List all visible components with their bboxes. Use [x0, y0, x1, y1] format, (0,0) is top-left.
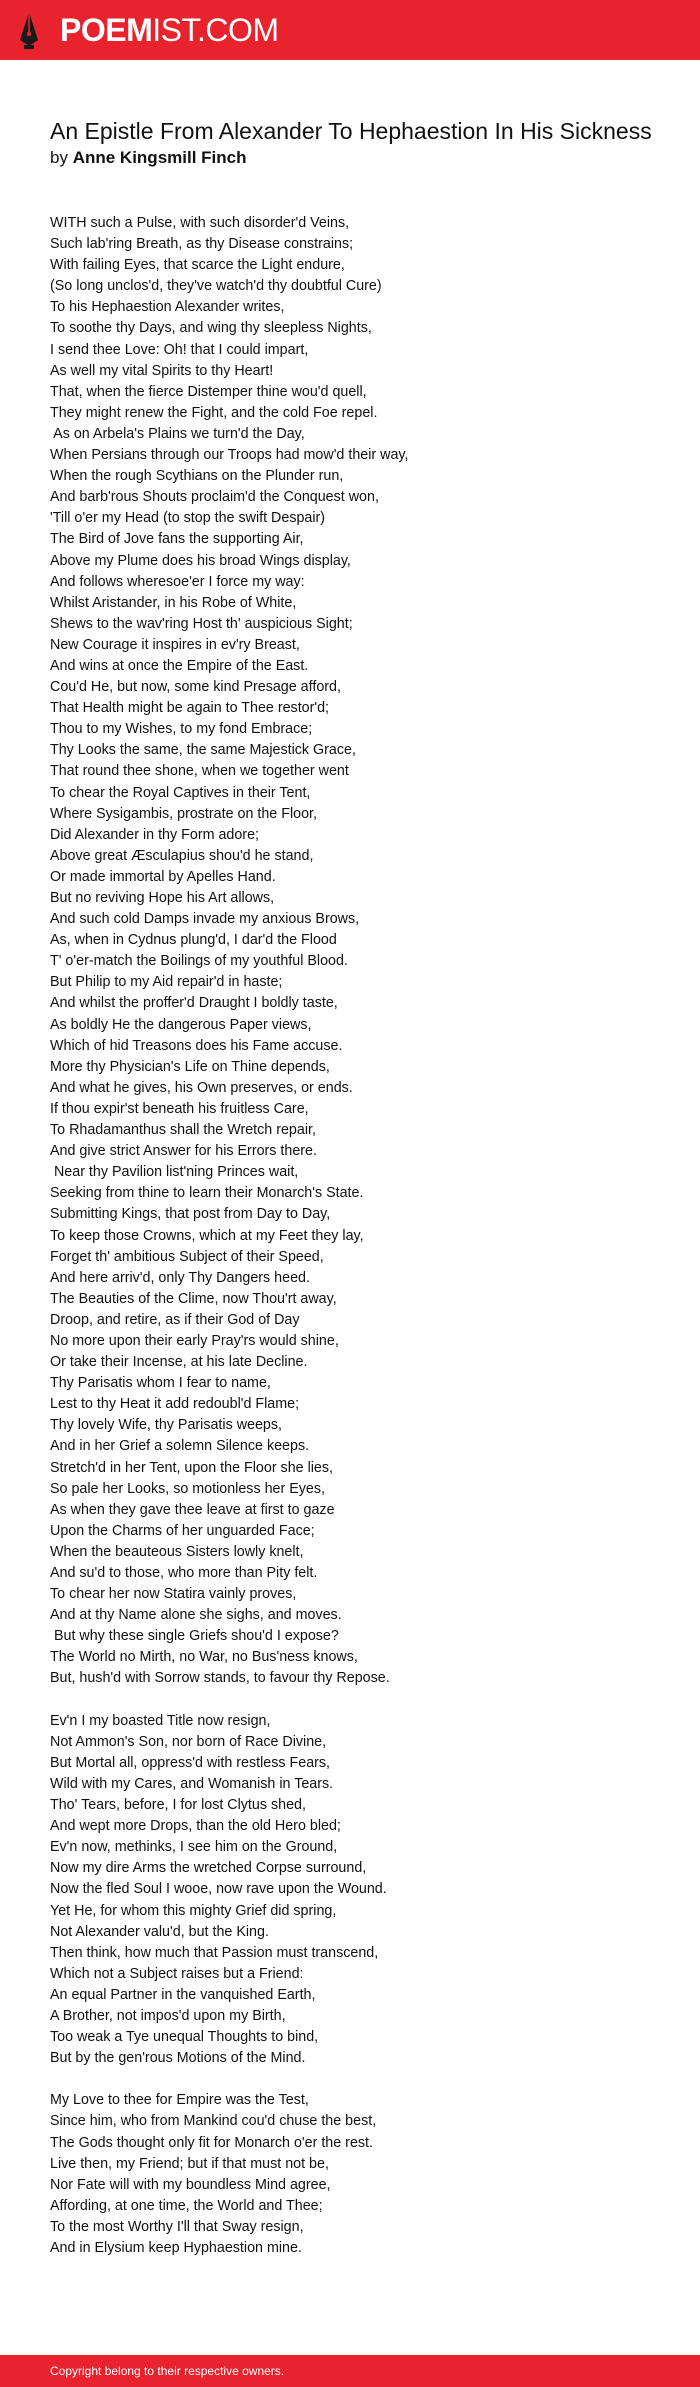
poem-line: To Rhadamanthus shall the Wretch repair, [50, 1122, 316, 1139]
poem-line: And what he gives, his Own preserves, or ends. [50, 1079, 353, 1096]
poem-line: Wild with my Cares, and Womanish in Tears. [50, 1775, 334, 1792]
site-header [0, 0, 700, 60]
poem-line: Not Alexander valu'd, but the King. [50, 1923, 269, 1940]
poem-line: As on Arbela's Plains we turn'd the Day, [50, 425, 305, 442]
poem-line: Thou to my Wishes, to my fond Embrace; [50, 721, 313, 738]
poem-line: As when they gave thee leave at first to gaze [50, 1501, 335, 1518]
poem-line: Nor Fate will with my boundless Mind agree, [50, 2176, 331, 2193]
poem-stanza [50, 213, 670, 1690]
poem-line: Too weak a Tye unequal Thoughts to bind, [50, 2029, 319, 2046]
poem-line: But by the gen'rous Motions of the Mind. [50, 2050, 306, 2067]
poem-line: To the most Worthy I'll that Sway resign, [50, 2218, 304, 2235]
poem-stanza [50, 2090, 670, 2259]
poem-line: No more upon their early Pray'rs would shine, [50, 1332, 339, 1349]
poem-line: That, when the fierce Distemper thine wou'd quell, [50, 383, 367, 400]
poem-line: And wept more Drops, than the old Hero bled; [50, 1818, 341, 1835]
poem-line: To chear her now Statira vainly proves, [50, 1586, 297, 1603]
poem-line: Forget th' ambitious Subject of their Speed, [50, 1248, 324, 1265]
poem-line: Seeking from thine to learn their Monarch's State. [50, 1185, 364, 1202]
poem-line: Such lab'ring Breath, as thy Disease constrains; [50, 236, 354, 253]
poem-line: But, hush'd with Sorrow stands, to favour thy Repose. [50, 1670, 390, 1687]
poem-line: And whilst the proffer'd Draught I boldly taste, [50, 995, 338, 1012]
poem-stanza [50, 1711, 670, 2070]
poem-line: Ev'n now, methinks, I see him on the Ground, [50, 1839, 338, 1856]
poem-line: To soothe thy Days, and wing thy sleepless Nights, [50, 320, 372, 337]
poem-line: Yet He, for whom this mighty Grief did spring, [50, 1902, 337, 1919]
poem-line: That Health might be again to Thee restor'd; [50, 700, 330, 717]
poem-line: Above great Æsculapius shou'd he stand, [50, 847, 314, 864]
brand-light-text: IST.COM [152, 12, 279, 48]
poem-line: Thy lovely Wife, thy Parisatis weeps, [50, 1417, 283, 1434]
poem-line: Lest to thy Heat it add redoubl'd Flame; [50, 1396, 300, 1413]
poem-line: Above my Plume does his broad Wings display, [50, 552, 351, 569]
poem-line: An equal Partner in the vanquished Earth, [50, 1986, 316, 2003]
poem-line: And wins at once the Empire of the East. [50, 657, 309, 674]
poem-line: Thy Looks the same, the same Majestick Grace, [50, 742, 356, 759]
poem-line: WITH such a Pulse, with such disorder'd Veins, [50, 215, 350, 231]
poem-line: More thy Physician's Life on Thine depends, [50, 1058, 330, 1075]
poem-line: A Brother, not impos'd upon my Birth, [50, 2007, 286, 2024]
poem-article [50, 118, 670, 2259]
poem-line: But no reviving Hope his Art allows, [50, 890, 275, 906]
poem-line: Not Ammon's Son, nor born of Race Divine, [50, 1733, 327, 1750]
poem-line: With failing Eyes, that scarce the Light endure, [50, 257, 345, 274]
poem-line: And barb'rous Shouts proclaim'd the Conquest won, [50, 489, 379, 506]
poem-line: That round thee shone, when we together went [50, 763, 349, 780]
poem-line: Thy Parisatis whom I fear to name, [50, 1375, 271, 1392]
poem-line: And follows wheresoe'er I force my way: [50, 573, 305, 590]
poem-line: And in Elysium keep Hyphaestion mine. [50, 2240, 302, 2256]
poem-line: Did Alexander in thy Form adore; [50, 826, 259, 843]
poem-line: Which of hid Treasons does his Fame accuse. [50, 1037, 343, 1054]
poem-line: Shews to the wav'ring Host th' auspicious Sight; [50, 615, 353, 632]
poem-line: But why these single Griefs shou'd I expose? [50, 1628, 339, 1645]
poem-line: T' o'er-match the Boilings of my youthful Blood. [50, 953, 348, 970]
poem-line: Then think, how much that Passion must transcend, [50, 1944, 379, 1961]
poem-line: I send thee Love: Oh! that I could impart, [50, 341, 309, 358]
brand-bold-text: POEM [60, 12, 153, 48]
poem-line: Now the fled Soul I wooe, now rave upon the Wound. [50, 1881, 387, 1898]
poem-line: As boldly He the dangerous Paper views, [50, 1016, 312, 1033]
poem-line: And here arriv'd, only Thy Dangers heed. [50, 1269, 310, 1286]
poem-line: To chear the Royal Captives in their Tent, [50, 784, 311, 801]
poem-line: Upon the Charms of her unguarded Face; [50, 1522, 315, 1539]
poem-line: Stretch'd in her Tent, upon the Floor she lies, [50, 1459, 334, 1476]
poem-line: When the beauteous Sisters lowly knelt, [50, 1543, 304, 1560]
poem-line: The Gods thought only fit for Monarch o'er the rest. [50, 2134, 373, 2151]
poem-line: Affording, at one time, the World and Thee; [50, 2197, 323, 2214]
poem-line: Or made immortal by Apelles Hand. [50, 868, 276, 885]
poem-line: As well my vital Spirits to thy Heart! [50, 362, 274, 379]
poem-line: But Mortal all, oppress'd with restless Fears, [50, 1754, 331, 1771]
poem-line: Now my dire Arms the wretched Corpse surround, [50, 1860, 367, 1877]
poem-line: Which not a Subject raises but a Friend: [50, 1965, 304, 1982]
poem-body [50, 213, 670, 2259]
copyright-text: Copyright belong to their respective owners. [50, 2364, 285, 2378]
poem-line: Or take their Incense, at his late Decline. [50, 1354, 308, 1371]
poem-line: Ev'n I my boasted Title now resign, [50, 1712, 271, 1729]
poem-line: They might renew the Fight, and the cold Foe repel. [50, 404, 378, 421]
poem-line: New Courage it inspires in ev'ry Breast, [50, 636, 300, 653]
poem-line: My Love to thee for Empire was the Test, [50, 2092, 309, 2109]
poem-line: As, when in Cydnus plung'd, I dar'd the Flood [50, 932, 337, 949]
pen-nib-icon[interactable] [18, 10, 40, 50]
poem-line: Droop, and retire, as if their God of Day [50, 1311, 300, 1328]
poem-line: And su'd to those, who more than Pity felt. [50, 1565, 318, 1581]
poem-line: Where Sysigambis, prostrate on the Floor, [50, 805, 317, 822]
poem-line: And in her Grief a solemn Silence keeps. [50, 1438, 310, 1455]
poem-byline [50, 147, 670, 169]
poem-line: To keep those Crowns, which at my Feet they lay, [50, 1227, 364, 1244]
poem-line: And give strict Answer for his Errors there. [50, 1143, 317, 1160]
poem-line: But Philip to my Aid repair'd in haste; [50, 974, 283, 991]
site-logo[interactable] [60, 14, 279, 46]
poem-line: The Bird of Jove fans the supporting Air, [50, 531, 304, 548]
poem-line: Live then, my Friend; but if that must not be, [50, 2155, 329, 2172]
poem-line: Whilst Aristander, in his Robe of White, [50, 594, 297, 611]
poem-line: Cou'd He, but now, some kind Presage afford, [50, 679, 341, 696]
poem-line: Tho' Tears, before, I for lost Clytus shed, [50, 1797, 306, 1814]
poem-line: Submitting Kings, that post from Day to Day, [50, 1206, 331, 1223]
poem-line: When the rough Scythians on the Plunder run, [50, 468, 344, 485]
poem-line: If thou expir'st beneath his fruitless Care, [50, 1100, 309, 1117]
poem-line: (So long unclos'd, they've watch'd thy doubtful Cure) [50, 278, 382, 295]
poem-line: Near thy Pavilion list'ning Princes wait, [50, 1164, 299, 1181]
poem-line: And such cold Damps invade my anxious Brows, [50, 911, 360, 928]
poem-line: The Beauties of the Clime, now Thou'rt away, [50, 1290, 337, 1307]
poem-line: When Persians through our Troops had mow'd their way, [50, 447, 409, 464]
poem-line: So pale her Looks, so motionless her Eyes, [50, 1480, 325, 1497]
poem-line: And at thy Name alone she sighs, and moves. [50, 1607, 342, 1624]
site-footer [0, 2355, 700, 2387]
poem-author[interactable]: Anne Kingsmill Finch [72, 148, 247, 167]
by-label: by [50, 148, 68, 167]
poem-title: An Epistle From Alexander To Hephaestion In His Sickness [50, 118, 652, 144]
poem-line: Since him, who from Mankind cou'd chuse the best, [50, 2113, 377, 2130]
poem-line: To his Hephaestion Alexander writes, [50, 299, 285, 316]
poem-line: The World no Mirth, no War, no Bus'ness knows, [50, 1649, 358, 1666]
poem-line: 'Till o'er my Head (to stop the swift Despair) [50, 510, 326, 527]
